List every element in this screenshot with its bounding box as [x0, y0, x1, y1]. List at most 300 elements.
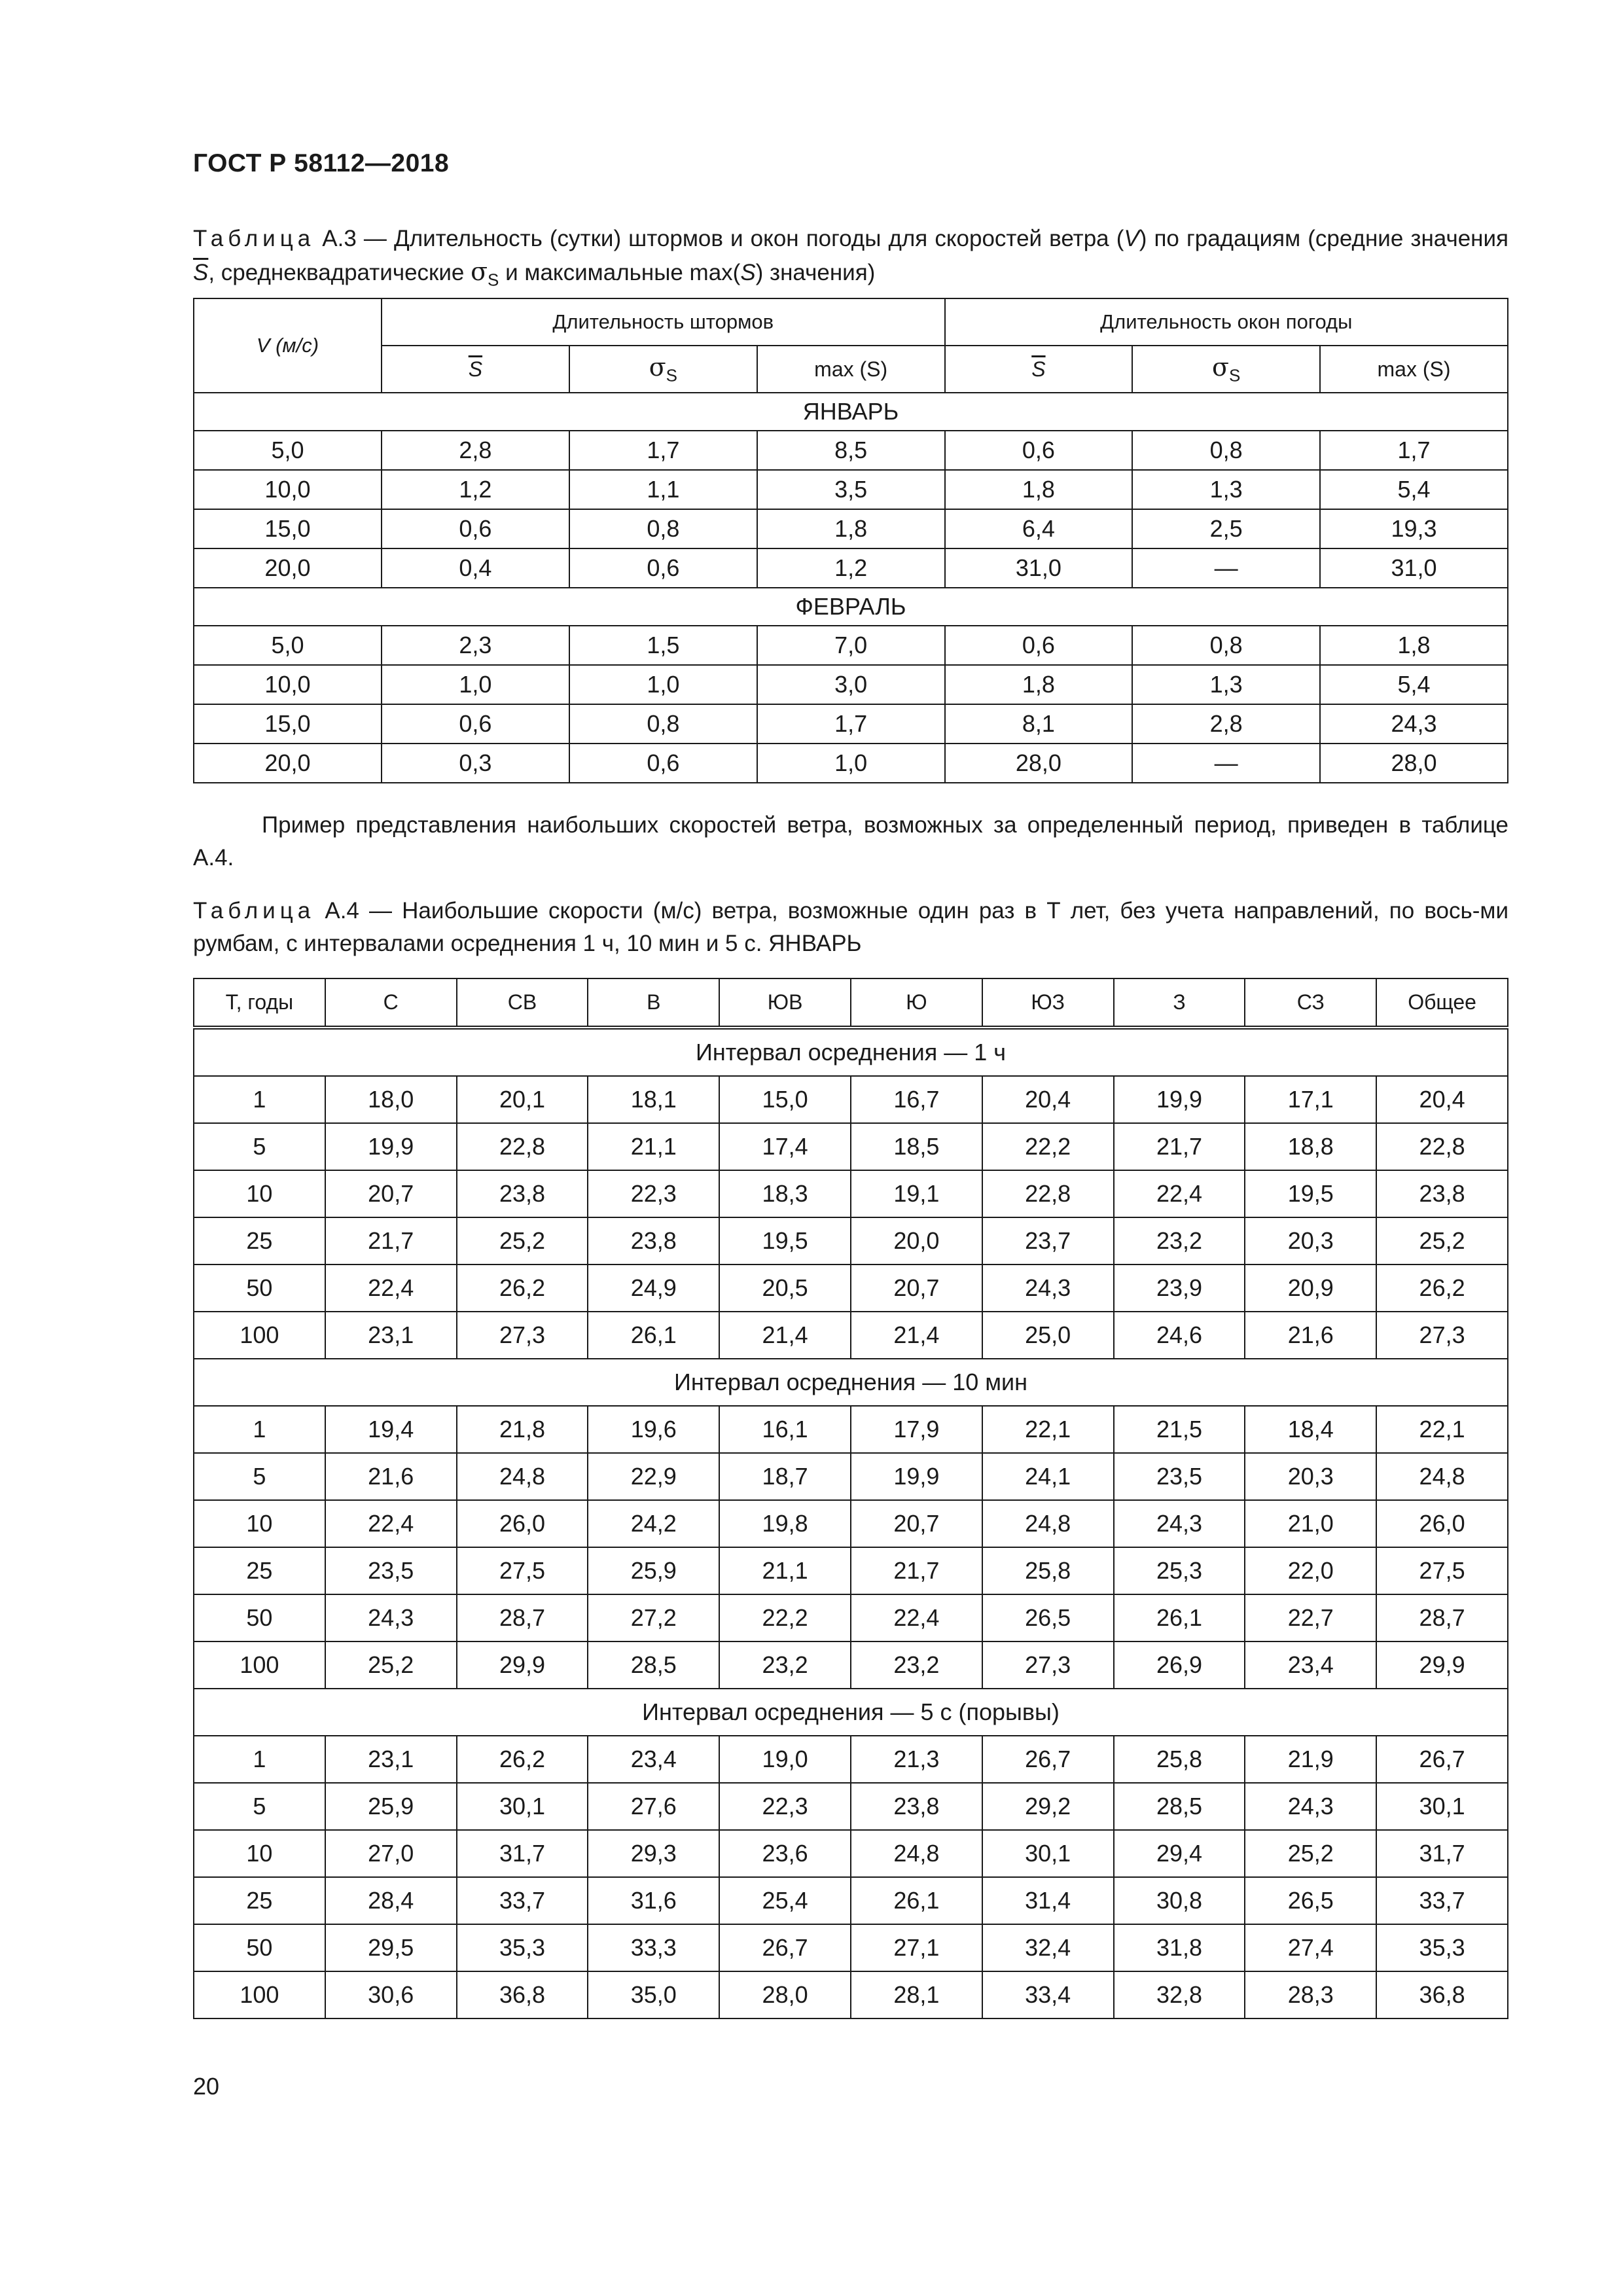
table-row — [194, 1312, 1508, 1359]
table-cell: 17,9 — [851, 1406, 982, 1453]
table-cell: 27,6 — [588, 1783, 719, 1830]
page-number: 20 — [193, 2073, 220, 2100]
table-cell: 27,5 — [1376, 1547, 1508, 1594]
table-cell: 31,7 — [1376, 1830, 1508, 1877]
table-cell: 26,2 — [457, 1265, 588, 1312]
table-cell: 18,4 — [1245, 1406, 1376, 1453]
table-cell: 5,4 — [1320, 470, 1508, 509]
table-cell: 1,2 — [757, 548, 945, 588]
table-cell: 31,0 — [1320, 548, 1508, 588]
table-cell: 1,3 — [1132, 470, 1320, 509]
table-cell: 0,6 — [569, 744, 757, 783]
table-cell: 22,1 — [1376, 1406, 1508, 1453]
table-cell: 10,0 — [194, 665, 382, 704]
table-cell: 0,6 — [382, 704, 569, 744]
table-cell: 21,7 — [1114, 1123, 1245, 1170]
table-cell: 24,2 — [588, 1500, 719, 1547]
table-cell: 23,5 — [1114, 1453, 1245, 1500]
caption-word: Таблица — [193, 898, 315, 924]
table-cell: 0,8 — [569, 509, 757, 548]
column-group-storms: Длительность штормов — [382, 298, 945, 346]
column-header-v: V (м/с) — [194, 298, 382, 393]
table-cell: 21,7 — [851, 1547, 982, 1594]
table-cell: 25,3 — [1114, 1547, 1245, 1594]
table-row — [194, 470, 1508, 509]
table-cell: 5 — [194, 1453, 325, 1500]
table-a3 — [193, 298, 1508, 783]
table-cell: 1,3 — [1132, 665, 1320, 704]
table-cell: 26,0 — [457, 1500, 588, 1547]
table-row — [194, 1924, 1508, 1971]
column-header-sigma: $\sigma_S$ — [1132, 346, 1320, 393]
table-cell: 1,7 — [1320, 431, 1508, 470]
table-cell: 23,9 — [1114, 1265, 1245, 1312]
table-cell: 35,3 — [1376, 1924, 1508, 1971]
table-cell: 21,4 — [719, 1312, 851, 1359]
table-cell: 2,8 — [382, 431, 569, 470]
table-row — [194, 1076, 1508, 1123]
table-cell: 22,4 — [1114, 1170, 1245, 1217]
table-cell: 0,6 — [945, 626, 1133, 665]
table-row — [194, 431, 1508, 470]
table-cell: 10 — [194, 1830, 325, 1877]
table-cell: 24,6 — [1114, 1312, 1245, 1359]
section-title: Интервал осреднения — 5 с (порывы) — [194, 1689, 1508, 1736]
table-cell: 29,2 — [982, 1783, 1114, 1830]
table-cell: 27,2 — [588, 1594, 719, 1641]
table-row — [194, 1547, 1508, 1594]
table-cell: 23,8 — [1376, 1170, 1508, 1217]
table-cell: 1 — [194, 1736, 325, 1783]
table-cell: 23,2 — [1114, 1217, 1245, 1265]
table-row — [194, 1453, 1508, 1500]
table-cell: 22,4 — [325, 1500, 457, 1547]
table-cell: 17,4 — [719, 1123, 851, 1170]
table-cell: 0,8 — [569, 704, 757, 744]
table-cell: 30,1 — [1376, 1783, 1508, 1830]
table-cell: 22,9 — [588, 1453, 719, 1500]
table-cell: 5 — [194, 1783, 325, 1830]
table-cell: 16,7 — [851, 1076, 982, 1123]
table-cell: 21,3 — [851, 1736, 982, 1783]
document-id: ГОСТ Р 58112—2018 — [193, 149, 450, 177]
table-cell: 23,4 — [1245, 1641, 1376, 1689]
table-cell: 0,6 — [569, 548, 757, 588]
table-cell: 35,0 — [588, 1971, 719, 2018]
table-cell: 27,1 — [851, 1924, 982, 1971]
table-cell: 2,5 — [1132, 509, 1320, 548]
table-cell: 0,6 — [945, 431, 1133, 470]
table-cell: 100 — [194, 1641, 325, 1689]
table-cell: 30,6 — [325, 1971, 457, 2018]
table-cell: 31,6 — [588, 1877, 719, 1924]
table-cell: 31,8 — [1114, 1924, 1245, 1971]
table-row — [194, 704, 1508, 744]
column-header: Общее — [1376, 978, 1508, 1028]
table-cell: 25,2 — [1376, 1217, 1508, 1265]
table-cell: 24,8 — [982, 1500, 1114, 1547]
table-cell: 21,6 — [1245, 1312, 1376, 1359]
table-cell: 15,0 — [194, 704, 382, 744]
month-row — [194, 588, 1508, 626]
table-cell: 30,1 — [457, 1783, 588, 1830]
table-cell: 26,1 — [851, 1877, 982, 1924]
table-cell: 6,4 — [945, 509, 1133, 548]
table-cell: 20,9 — [1245, 1265, 1376, 1312]
column-header-max: max (S) — [757, 346, 945, 393]
section-title: Интервал осреднения — 10 мин — [194, 1359, 1508, 1406]
table-row — [194, 1123, 1508, 1170]
table-cell: 25,2 — [325, 1641, 457, 1689]
table-cell: 18,5 — [851, 1123, 982, 1170]
table-cell: 17,1 — [1245, 1076, 1376, 1123]
table-cell: 1,1 — [569, 470, 757, 509]
table-cell: 33,3 — [588, 1924, 719, 1971]
table-cell: 31,4 — [982, 1877, 1114, 1924]
table-row — [194, 509, 1508, 548]
table-row — [194, 1594, 1508, 1641]
table-cell: 19,3 — [1320, 509, 1508, 548]
column-header-max: max (S) — [1320, 346, 1508, 393]
table-cell: 1,8 — [757, 509, 945, 548]
table-cell: 23,6 — [719, 1830, 851, 1877]
table-cell: 22,7 — [1245, 1594, 1376, 1641]
table-cell: 2,8 — [1132, 704, 1320, 744]
table-row — [194, 1641, 1508, 1689]
table-cell: 50 — [194, 1594, 325, 1641]
table-cell: 28,1 — [851, 1971, 982, 2018]
caption-text: ) по градациям (средние значения — [1139, 226, 1508, 251]
table-cell: 23,1 — [325, 1736, 457, 1783]
table-cell: 33,7 — [457, 1877, 588, 1924]
table-cell: 19,6 — [588, 1406, 719, 1453]
table-row — [194, 1736, 1508, 1783]
table-cell: 28,4 — [325, 1877, 457, 1924]
table-row — [194, 1406, 1508, 1453]
table-cell: 15,0 — [719, 1076, 851, 1123]
table-cell: 22,4 — [851, 1594, 982, 1641]
table-cell: 19,4 — [325, 1406, 457, 1453]
caption-text: ) значения) — [755, 260, 876, 285]
table-cell: 0,8 — [1132, 431, 1320, 470]
table-cell: 23,8 — [588, 1217, 719, 1265]
table-row — [194, 665, 1508, 704]
column-header: ЮВ — [719, 978, 851, 1028]
table-cell: 25,2 — [1245, 1830, 1376, 1877]
table-row — [194, 1500, 1508, 1547]
column-header: СВ — [457, 978, 588, 1028]
table-cell: 28,7 — [1376, 1594, 1508, 1641]
caption-text: А.3 — Длительность (сутки) штормов и окон погоды для скоростей ветра ( — [315, 226, 1124, 251]
table-cell: 20,7 — [851, 1265, 982, 1312]
table-cell: — — [1132, 744, 1320, 783]
table-cell: 27,3 — [1376, 1312, 1508, 1359]
table-cell: 10,0 — [194, 470, 382, 509]
table-cell: 29,5 — [325, 1924, 457, 1971]
table-cell: 26,7 — [719, 1924, 851, 1971]
caption-word: Таблица — [193, 226, 315, 251]
table-cell: 29,9 — [1376, 1641, 1508, 1689]
table-cell: 1,0 — [757, 744, 945, 783]
table-cell: 26,2 — [1376, 1265, 1508, 1312]
table-row — [194, 1170, 1508, 1217]
table-cell: 27,4 — [1245, 1924, 1376, 1971]
table-cell: 3,0 — [757, 665, 945, 704]
table-cell: 23,2 — [719, 1641, 851, 1689]
table-cell: 36,8 — [457, 1971, 588, 2018]
section-row — [194, 1359, 1508, 1406]
table-cell: 0,3 — [382, 744, 569, 783]
table-cell: 25,4 — [719, 1877, 851, 1924]
table-cell: 20,3 — [1245, 1453, 1376, 1500]
table-cell: 28,3 — [1245, 1971, 1376, 2018]
caption-text: , среднеквадратические — [208, 260, 471, 285]
table-cell: 19,5 — [719, 1217, 851, 1265]
table-cell: 19,9 — [325, 1123, 457, 1170]
table-cell: 20,7 — [325, 1170, 457, 1217]
month-label: ФЕВРАЛЬ — [194, 588, 1508, 626]
table-cell: 8,5 — [757, 431, 945, 470]
table-cell: 27,0 — [325, 1830, 457, 1877]
table-cell: 20,3 — [1245, 1217, 1376, 1265]
table-cell: 1,0 — [382, 665, 569, 704]
table-cell: 25,2 — [457, 1217, 588, 1265]
table-cell: 18,1 — [588, 1076, 719, 1123]
table-cell: 1,7 — [569, 431, 757, 470]
table-cell: 25,8 — [982, 1547, 1114, 1594]
caption-var-s: S — [740, 260, 756, 285]
table-cell: 1,8 — [1320, 626, 1508, 665]
table-cell: 5 — [194, 1123, 325, 1170]
table-cell: 23,8 — [851, 1783, 982, 1830]
table-cell: 1 — [194, 1076, 325, 1123]
table-cell: 2,3 — [382, 626, 569, 665]
table-cell: 36,8 — [1376, 1971, 1508, 2018]
table-cell: 19,9 — [1114, 1076, 1245, 1123]
column-header: З — [1114, 978, 1245, 1028]
table-cell: 25 — [194, 1877, 325, 1924]
table-cell: 21,8 — [457, 1406, 588, 1453]
table-cell: 50 — [194, 1924, 325, 1971]
table-row — [194, 1877, 1508, 1924]
table-cell: 26,0 — [1376, 1500, 1508, 1547]
table-cell: 22,3 — [719, 1783, 851, 1830]
table-cell: 26,5 — [982, 1594, 1114, 1641]
column-header: В — [588, 978, 719, 1028]
table-cell: 21,9 — [1245, 1736, 1376, 1783]
table-row — [194, 1217, 1508, 1265]
table-cell: 20,0 — [194, 744, 382, 783]
table-cell: 22,4 — [325, 1265, 457, 1312]
table-cell: 1,7 — [757, 704, 945, 744]
table-cell: 24,3 — [1114, 1500, 1245, 1547]
table-row — [194, 1971, 1508, 2018]
table-cell: 26,1 — [1114, 1594, 1245, 1641]
table-cell: 22,2 — [719, 1594, 851, 1641]
table-cell: 26,2 — [457, 1736, 588, 1783]
table-a4 — [193, 978, 1508, 2019]
table-cell: 27,5 — [457, 1547, 588, 1594]
table-cell: 21,0 — [1245, 1500, 1376, 1547]
table-cell: 24,9 — [588, 1265, 719, 1312]
table-cell: 26,9 — [1114, 1641, 1245, 1689]
table-cell: 100 — [194, 1971, 325, 2018]
table-cell: 23,2 — [851, 1641, 982, 1689]
section-title: Интервал осреднения — 1 ч — [194, 1028, 1508, 1076]
month-label: ЯНВАРЬ — [194, 393, 1508, 431]
caption-text: и максимальные max( — [499, 260, 741, 285]
table-cell: 20,0 — [194, 548, 382, 588]
intro-paragraph: Пример представления наибольших скоростей ветра, возможных за определенный период, приведен в таблице А.4. — [193, 812, 1508, 870]
caption-sigma: $\sigma_S$ — [471, 257, 499, 290]
table-cell: 25,0 — [982, 1312, 1114, 1359]
table-row — [194, 1783, 1508, 1830]
table-cell: 26,5 — [1245, 1877, 1376, 1924]
section-row — [194, 1028, 1508, 1076]
table-cell: 25 — [194, 1547, 325, 1594]
table-cell: 22,8 — [1376, 1123, 1508, 1170]
table-cell: 21,7 — [325, 1217, 457, 1265]
table-cell: 28,0 — [945, 744, 1133, 783]
caption-var-s: $\overline{S}$ — [193, 260, 209, 285]
table-cell: 23,5 — [325, 1547, 457, 1594]
table-cell: 22,8 — [982, 1170, 1114, 1217]
table-cell: 5,4 — [1320, 665, 1508, 704]
table-cell: 28,0 — [1320, 744, 1508, 783]
table-cell: 29,9 — [457, 1641, 588, 1689]
table-a3-caption — [193, 223, 1508, 296]
table-cell: 31,0 — [945, 548, 1133, 588]
table-cell: 18,7 — [719, 1453, 851, 1500]
table-cell: 28,0 — [719, 1971, 851, 2018]
table-cell: 10 — [194, 1500, 325, 1547]
table-a4-header-row — [194, 978, 1508, 1028]
table-row — [194, 626, 1508, 665]
table-cell: — — [1132, 548, 1320, 588]
table-cell: 32,4 — [982, 1924, 1114, 1971]
table-cell: 26,7 — [1376, 1736, 1508, 1783]
table-cell: 0,8 — [1132, 626, 1320, 665]
table-cell: 7,0 — [757, 626, 945, 665]
table-cell: 31,7 — [457, 1830, 588, 1877]
table-cell: 24,8 — [1376, 1453, 1508, 1500]
table-cell: 26,1 — [588, 1312, 719, 1359]
table-cell: 32,8 — [1114, 1971, 1245, 2018]
table-cell: 1,8 — [945, 470, 1133, 509]
table-cell: 18,0 — [325, 1076, 457, 1123]
caption-var-v: V — [1124, 226, 1139, 251]
column-header: Т, годы — [194, 978, 325, 1028]
table-cell: 20,4 — [1376, 1076, 1508, 1123]
table-cell: 29,3 — [588, 1830, 719, 1877]
table-cell: 20,4 — [982, 1076, 1114, 1123]
column-header-sigma: $\sigma_S$ — [569, 346, 757, 393]
table-cell: 19,0 — [719, 1736, 851, 1783]
table-cell: 1,2 — [382, 470, 569, 509]
table-cell: 20,1 — [457, 1076, 588, 1123]
column-header: С — [325, 978, 457, 1028]
table-cell: 35,3 — [457, 1924, 588, 1971]
table-cell: 28,5 — [588, 1641, 719, 1689]
table-cell: 25,8 — [1114, 1736, 1245, 1783]
table-cell: 33,7 — [1376, 1877, 1508, 1924]
table-cell: 1,0 — [569, 665, 757, 704]
table-cell: 0,4 — [382, 548, 569, 588]
column-header: ЮЗ — [982, 978, 1114, 1028]
table-cell: 28,5 — [1114, 1783, 1245, 1830]
table-cell: 5,0 — [194, 626, 382, 665]
table-cell: 19,9 — [851, 1453, 982, 1500]
caption-text: А.4 — Наибольшие скорости (м/с) ветра, возможные один раз в Т лет, без учета направлений, по вось-ми румбам, с интервалами осреднения 1 ч, 10 мин и 5 с. ЯНВАРЬ — [193, 898, 1508, 956]
table-cell: 20,7 — [851, 1500, 982, 1547]
table-cell: 30,8 — [1114, 1877, 1245, 1924]
table-cell: 27,3 — [457, 1312, 588, 1359]
table-cell: 21,5 — [1114, 1406, 1245, 1453]
table-cell: 24,3 — [1320, 704, 1508, 744]
table-cell: 15,0 — [194, 509, 382, 548]
table-cell: 21,6 — [325, 1453, 457, 1500]
table-cell: 1,5 — [569, 626, 757, 665]
table-cell: 25,9 — [325, 1783, 457, 1830]
table-cell: 24,8 — [851, 1830, 982, 1877]
table-cell: 1 — [194, 1406, 325, 1453]
table-row — [194, 548, 1508, 588]
table-cell: 23,8 — [457, 1170, 588, 1217]
table-cell: 19,1 — [851, 1170, 982, 1217]
table-cell: 28,7 — [457, 1594, 588, 1641]
table-cell: 23,4 — [588, 1736, 719, 1783]
table-cell: 27,3 — [982, 1641, 1114, 1689]
table-cell: 1,8 — [945, 665, 1133, 704]
table-cell: 22,2 — [982, 1123, 1114, 1170]
table-cell: 20,0 — [851, 1217, 982, 1265]
table-cell: 21,1 — [719, 1547, 851, 1594]
table-cell: 24,3 — [982, 1265, 1114, 1312]
table-cell: 30,1 — [982, 1830, 1114, 1877]
table-cell: 8,1 — [945, 704, 1133, 744]
table-cell: 21,4 — [851, 1312, 982, 1359]
column-header: СЗ — [1245, 978, 1376, 1028]
month-row — [194, 393, 1508, 431]
table-cell: 23,7 — [982, 1217, 1114, 1265]
table-cell: 3,5 — [757, 470, 945, 509]
table-row — [194, 1265, 1508, 1312]
table-cell: 5,0 — [194, 431, 382, 470]
table-cell: 18,8 — [1245, 1123, 1376, 1170]
table-cell: 22,0 — [1245, 1547, 1376, 1594]
table-row — [194, 1830, 1508, 1877]
table-cell: 25,9 — [588, 1547, 719, 1594]
table-cell: 0,6 — [382, 509, 569, 548]
table-cell: 50 — [194, 1265, 325, 1312]
table-a4-caption — [193, 895, 1508, 960]
table-cell: 23,1 — [325, 1312, 457, 1359]
table-cell: 21,1 — [588, 1123, 719, 1170]
column-header-mean: $\overline{S}$ — [945, 346, 1133, 393]
column-header-mean: $\overline{S}$ — [382, 346, 569, 393]
table-cell: 25 — [194, 1217, 325, 1265]
section-row — [194, 1689, 1508, 1736]
table-cell: 100 — [194, 1312, 325, 1359]
table-cell: 19,8 — [719, 1500, 851, 1547]
table-cell: 24,8 — [457, 1453, 588, 1500]
table-cell: 20,5 — [719, 1265, 851, 1312]
table-cell: 22,1 — [982, 1406, 1114, 1453]
table-cell: 19,5 — [1245, 1170, 1376, 1217]
table-cell: 22,3 — [588, 1170, 719, 1217]
table-cell: 10 — [194, 1170, 325, 1217]
table-cell: 18,3 — [719, 1170, 851, 1217]
